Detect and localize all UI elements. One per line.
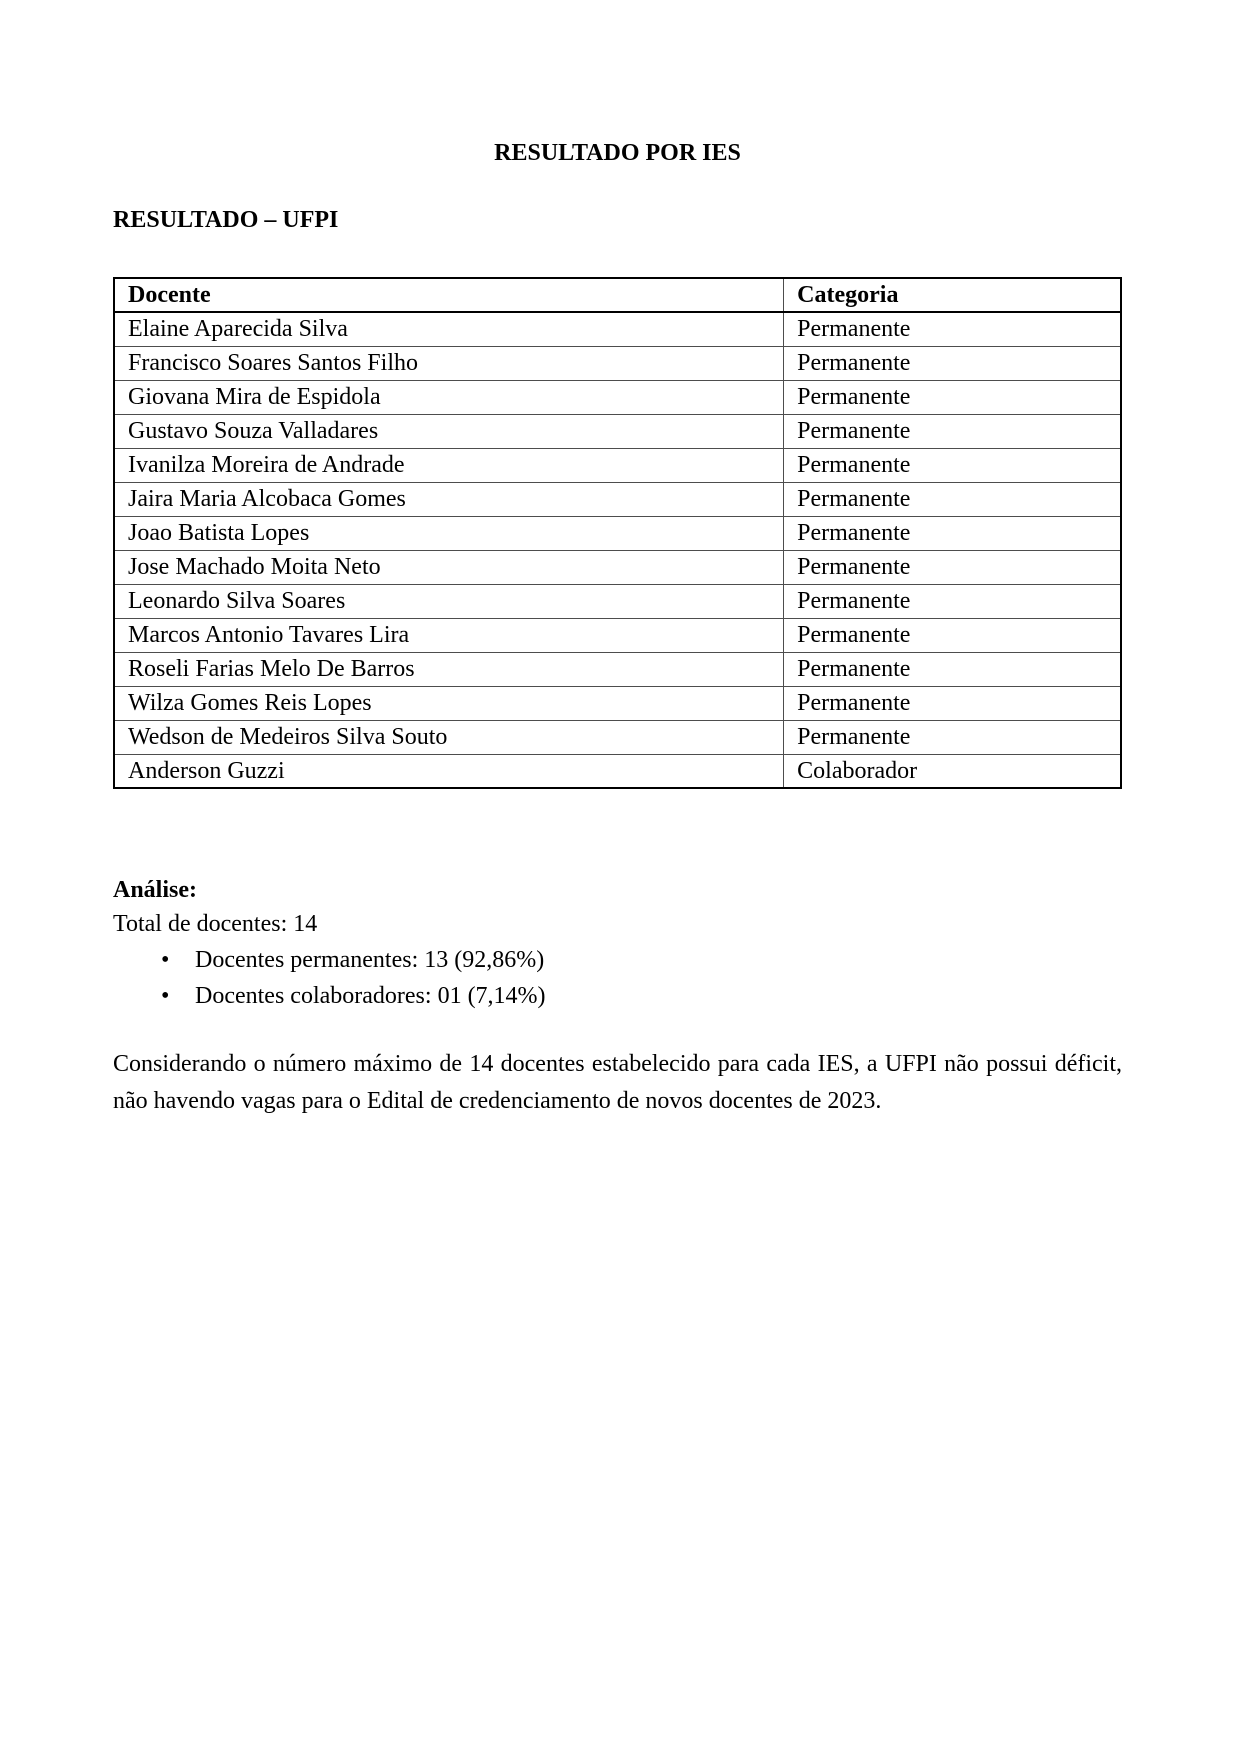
closing-paragraph: Considerando o número máximo de 14 docentes estabelecido para cada IES, a UFPI não possui déficit, não havendo vagas para o Edital de credenciamento de novos docentes de 2023. [113,1051,1122,1114]
cell-categoria: Permanente [784,686,1121,720]
cell-categoria: Permanente [784,652,1121,686]
cell-categoria: Permanente [784,482,1121,516]
section-heading-resultado-ufpi: RESULTADO – UFPI [113,207,339,233]
table-row [114,686,1121,720]
cell-categoria: Colaborador [784,754,1121,788]
table-row [114,720,1121,754]
cell-categoria: Permanente [784,380,1121,414]
cell-docente: Wedson de Medeiros Silva Souto [114,720,784,754]
column-header-categoria: Categoria [784,278,1121,312]
cell-docente: Francisco Soares Santos Filho [114,346,784,380]
analysis-bullet-item [113,979,1122,1013]
analysis-bullet-item [113,943,1122,977]
table-row [114,584,1121,618]
table-header-row [114,278,1121,312]
cell-docente: Jose Machado Moita Neto [114,550,784,584]
cell-docente: Wilza Gomes Reis Lopes [114,686,784,720]
cell-docente: Elaine Aparecida Silva [114,312,784,346]
bullet-icon: • [161,947,170,973]
cell-docente: Roseli Farias Melo De Barros [114,652,784,686]
table-row [114,652,1121,686]
cell-categoria: Permanente [784,312,1121,346]
cell-docente: Leonardo Silva Soares [114,584,784,618]
table-row [114,380,1121,414]
analysis-bullet-text: Docentes permanentes: 13 (92,86%) [195,947,545,973]
analysis-bullet-text: Docentes colaboradores: 01 (7,14%) [195,983,546,1009]
analysis-total-line: Total de docentes: 14 [113,911,318,937]
cell-docente: Anderson Guzzi [114,754,784,788]
table-row [114,618,1121,652]
cell-categoria: Permanente [784,346,1121,380]
table-row [114,448,1121,482]
cell-categoria: Permanente [784,550,1121,584]
cell-docente: Ivanilza Moreira de Andrade [114,448,784,482]
cell-categoria: Permanente [784,584,1121,618]
column-header-docente: Docente [114,278,784,312]
cell-categoria: Permanente [784,448,1121,482]
cell-docente: Marcos Antonio Tavares Lira [114,618,784,652]
cell-categoria: Permanente [784,720,1121,754]
cell-docente: Joao Batista Lopes [114,516,784,550]
cell-categoria: Permanente [784,414,1121,448]
table-row [114,346,1121,380]
table-row [114,482,1121,516]
cell-docente: Jaira Maria Alcobaca Gomes [114,482,784,516]
table-row [114,516,1121,550]
cell-docente: Giovana Mira de Espidola [114,380,784,414]
table-row [114,550,1121,584]
cell-categoria: Permanente [784,618,1121,652]
analysis-bullet-list [113,943,1122,1013]
table-row [114,312,1121,346]
cell-docente: Gustavo Souza Valladares [114,414,784,448]
cell-categoria: Permanente [784,516,1121,550]
bullet-icon: • [161,983,170,1009]
analysis-heading: Análise: [113,877,197,903]
table-row [114,754,1121,788]
document-title: RESULTADO POR IES [494,140,741,166]
docentes-table [113,277,1122,789]
table-row [114,414,1121,448]
